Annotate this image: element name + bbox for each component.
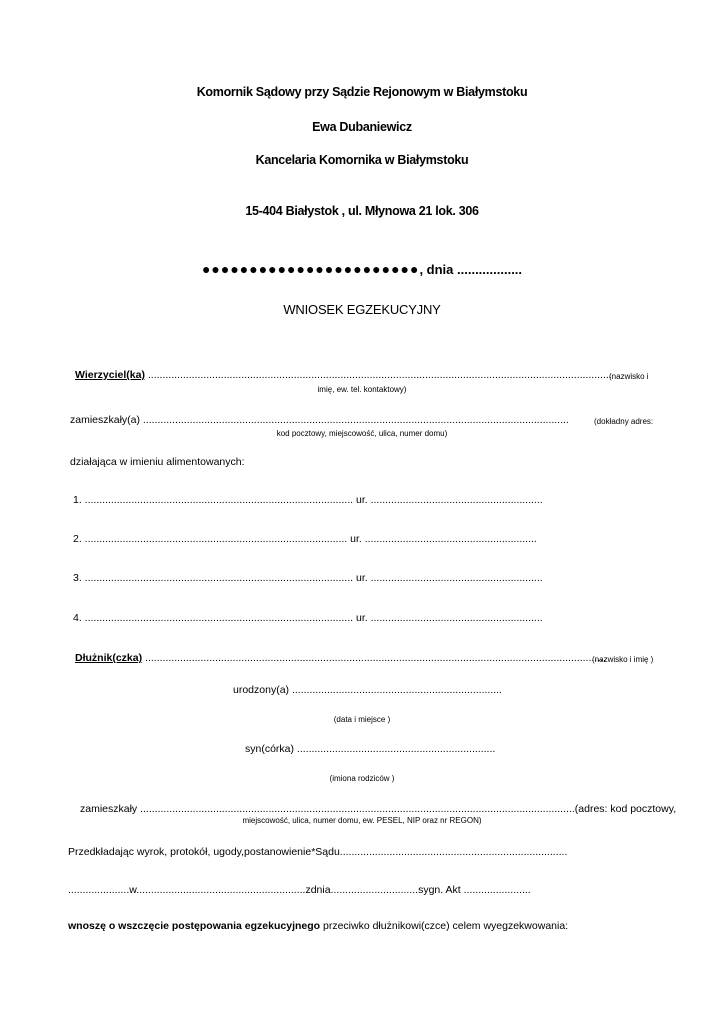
debtor-parents-line: syn(córka) ....................................................................: [245, 743, 496, 755]
creditor-note: (nazwisko i: [609, 372, 649, 381]
debtor-parents-note: (imiona rodziców ): [329, 774, 395, 783]
judgment-details-line: .....................w..........................................................zdnia..............................sygn. Akt .......................: [68, 884, 531, 896]
beneficiary-row-3: 3. ............................................................................................ ur. ...........................................................: [73, 572, 543, 584]
creditor-address-line: zamieszkały(a) ..................................................................................................................................................: [70, 414, 569, 426]
debtor-address-note: miejscowość, ulica, numer domu, ew. PESEL, NIP oraz nr REGON): [242, 816, 482, 825]
creditor-label: Wierzyciel(ka): [75, 369, 145, 381]
beneficiary-row-2: 2. .......................................................................................... ur. ...........................................................: [73, 533, 537, 545]
debtor-label: Dłużnik(czka): [75, 652, 143, 664]
debtor-born-line: urodzony(a) ........................................................................: [233, 684, 502, 696]
creditor-note-cont: imię, ew. tel. kontaktowy): [317, 385, 407, 394]
debtor-dots: ..............................................................................................................................................................: [142, 652, 606, 664]
request-rest: przeciwko dłużnikowi(czce) celem wyegzekwowania:: [320, 920, 569, 932]
request-bold: wnoszę o wszczęcie postępowania egzekucyjnego: [68, 920, 321, 932]
creditor-address-note: (dokładny adres:: [594, 417, 654, 426]
beneficiary-row-4: 4. ............................................................................................ ur. ...........................................................: [73, 612, 543, 624]
request-line: [68, 920, 568, 933]
creditor-address-note-cont: kod pocztowy, miejscowość, ulica, numer domu): [276, 429, 448, 438]
office-name: Kancelaria Komornika w Białymstoku: [255, 153, 469, 167]
document-title: WNIOSEK EGZEKUCYJNY: [283, 302, 441, 317]
beneficiary-row-1: 1. ............................................................................................ ur. ...........................................................: [73, 494, 543, 506]
bailiff-office-title: Komornik Sądowy przy Sądzie Rejonowym w Białymstoku: [196, 85, 528, 99]
office-address: 15-404 Białystok , ul. Młynowa 21 lok. 306: [245, 204, 479, 218]
date-placeholder: , dnia ..................: [419, 262, 523, 277]
place-date-line: [0, 263, 724, 276]
place-placeholder: ●●●●●●●●●●●●●●●●●●●●●●●: [201, 261, 420, 277]
debtor-note: (nazwisko i imię ): [592, 655, 654, 664]
judgment-line: Przedkładając wyrok, protokół, ugody,postanowienie*Sądu..............................................................................: [68, 846, 568, 858]
debtor-born-note: (data i miejsce ): [333, 715, 391, 724]
debtor-address-line: zamieszkały .....................................................................................................................................................(adres: kod pocztowy,: [80, 803, 677, 815]
bailiff-name: Ewa Dubaniewicz: [312, 120, 412, 134]
debtor-line: [75, 652, 606, 665]
creditor-line: [75, 369, 612, 382]
acting-on-behalf: działająca w imieniu alimentowanych:: [70, 456, 245, 468]
creditor-dots: ...............................................................................................................................................................: [144, 369, 612, 381]
